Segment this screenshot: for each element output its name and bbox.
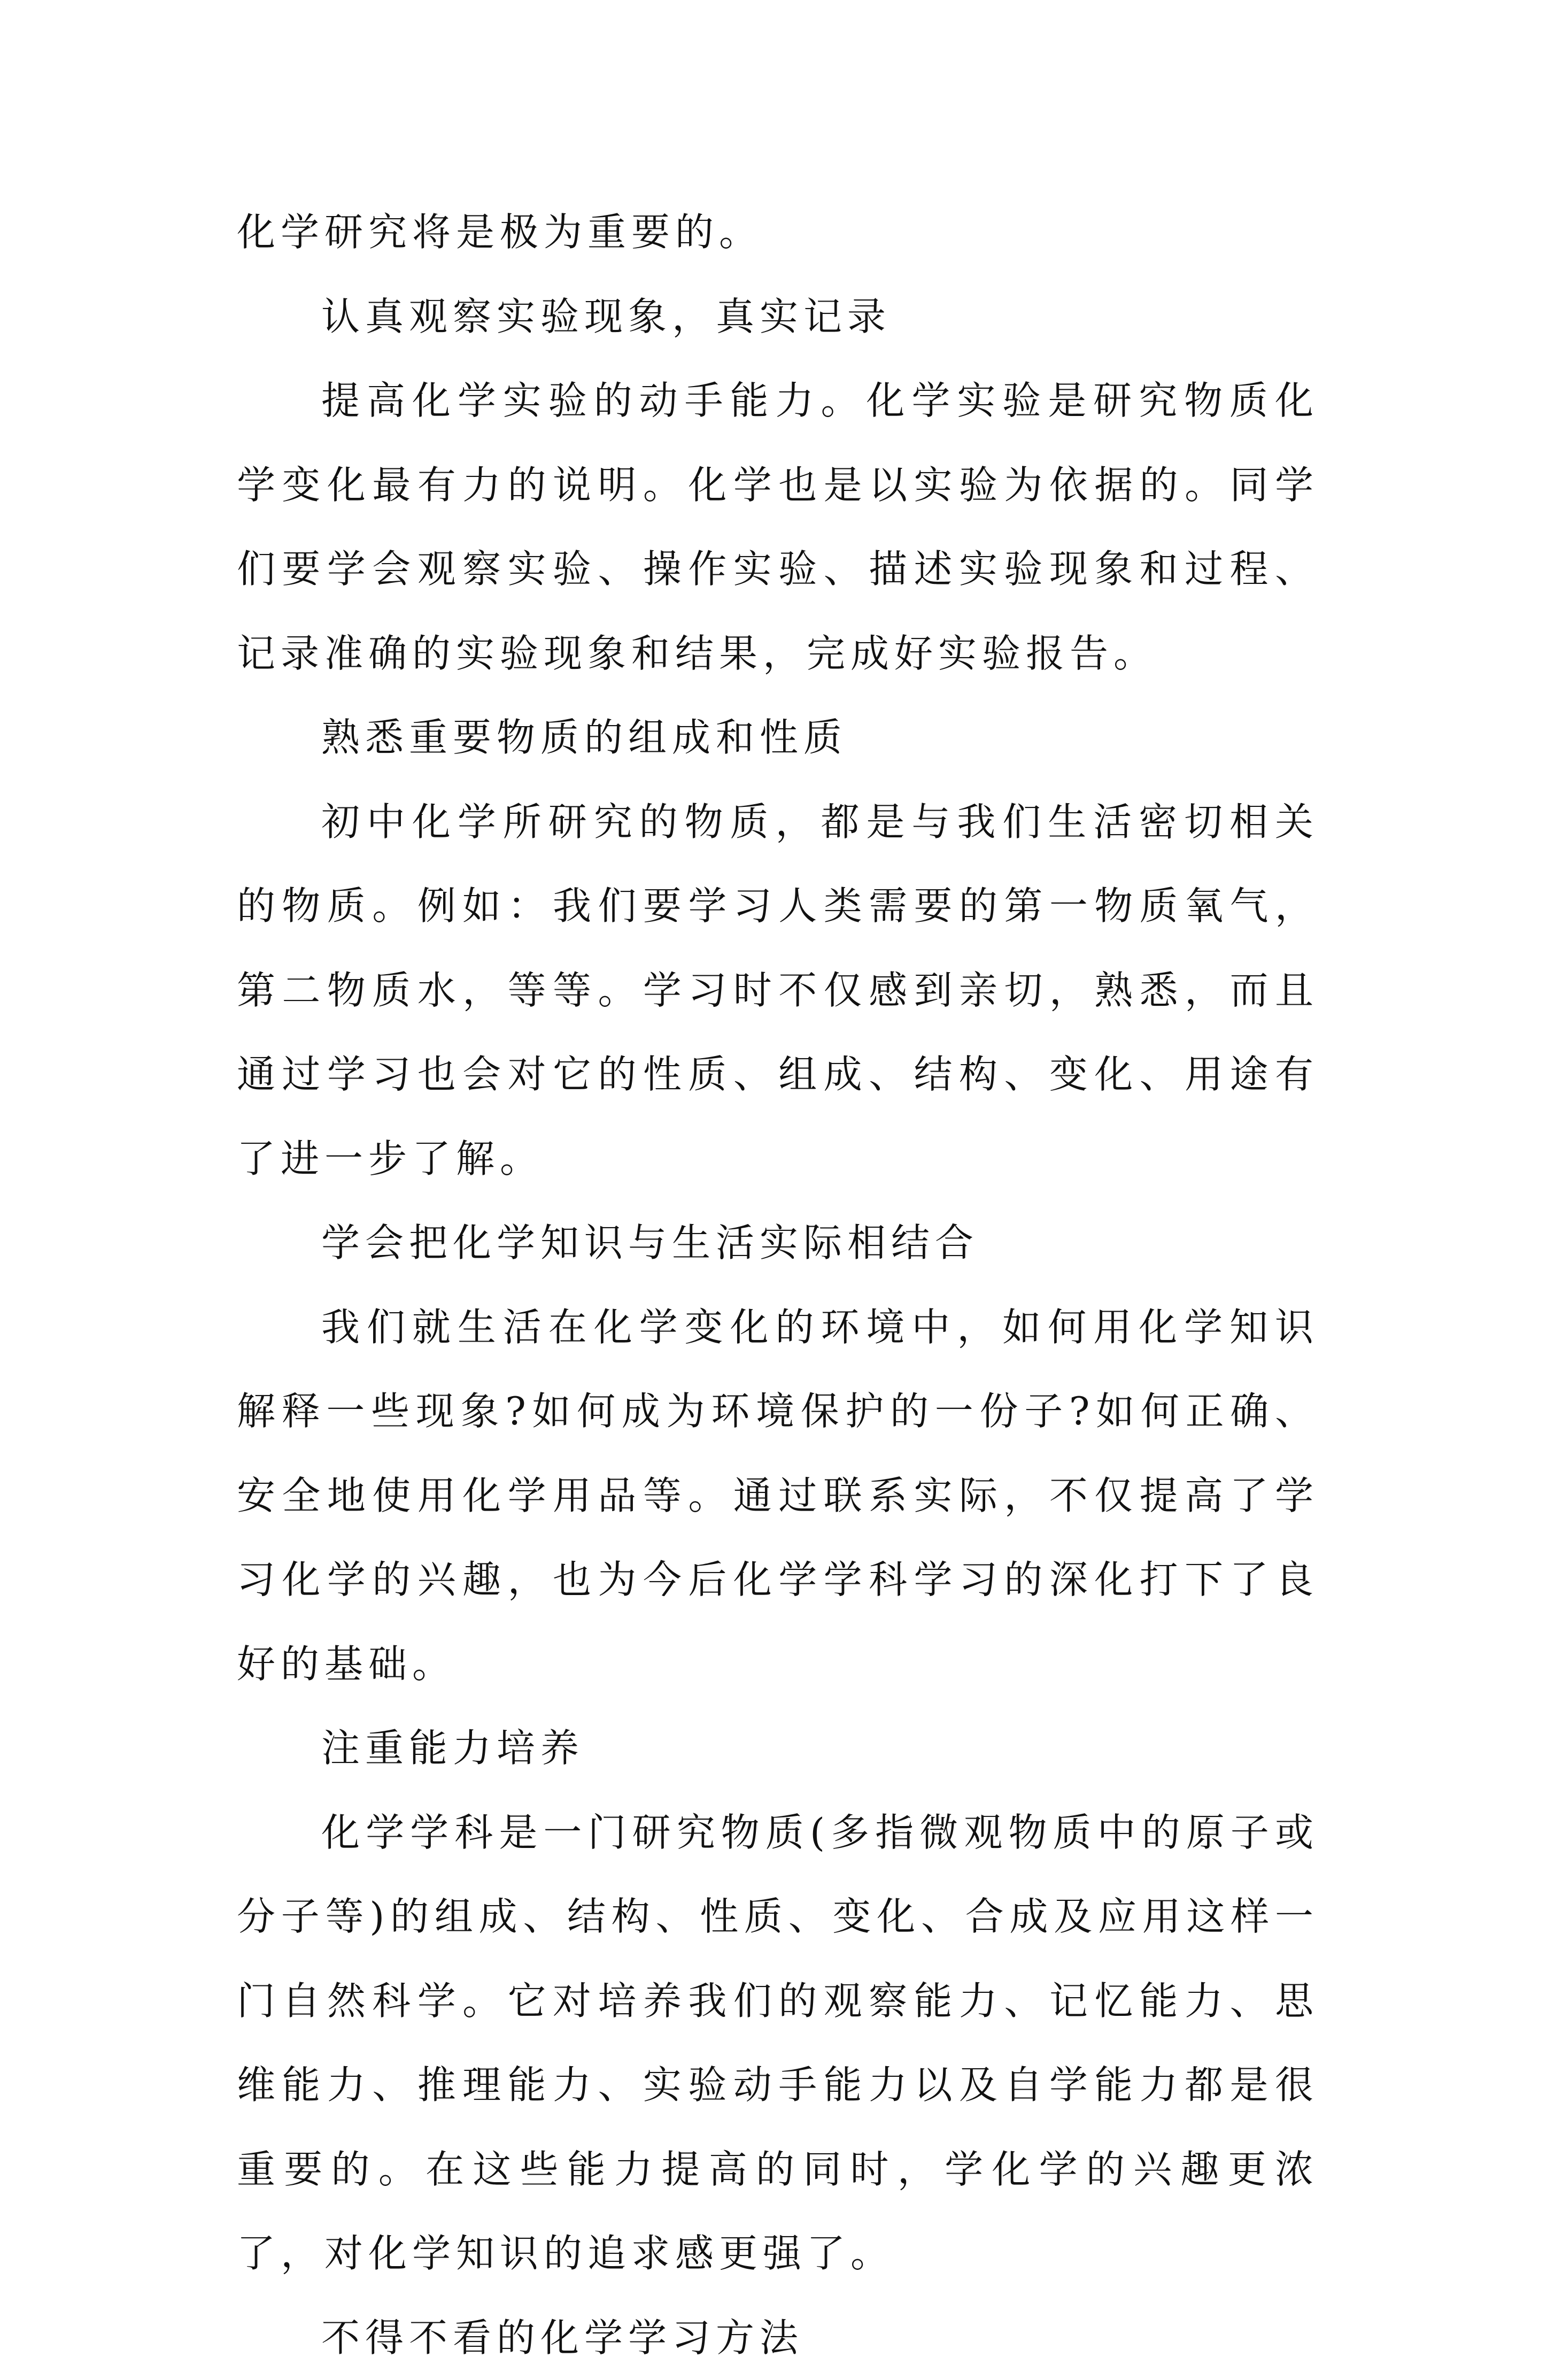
paragraph-substances: 初中化学所研究的物质，都是与我们生活密切相关的物质。例如：我们要学习人类需要的第一物质氧气，第二物质水，等等。学习时不仅感到亲切，熟悉，而且通过学习也会对它的性质、组成、结构、变化、用途有了进一步了解。: [237, 780, 1319, 1201]
document-body: [237, 190, 1319, 2380]
paragraph-experiment-skills: 提高化学实验的动手能力。化学实验是研究物质化学变化最有力的说明。化学也是以实验为依据的。同学们要学会观察实验、操作实验、描述实验现象和过程、记录准确的实验现象和结果，完成好实验报告。: [237, 359, 1319, 696]
section-heading-substances: 熟悉重要物质的组成和性质: [237, 696, 1319, 780]
section-heading-ability: 注重能力培养: [237, 1706, 1319, 1791]
paragraph-ability: 化学学科是一门研究物质(多指微观物质中的原子或分子等)的组成、结构、性质、变化、合成及应用这样一门自然科学。它对培养我们的观察能力、记忆能力、思维能力、推理能力、实验动手能力以及自学能力都是很重要的。在这些能力提高的同时，学化学的兴趣更浓了，对化学知识的追求感更强了。: [237, 1791, 1319, 2296]
paragraph-real-life: 我们就生活在化学变化的环境中，如何用化学知识解释一些现象?如何成为环境保护的一份子?如何正确、安全地使用化学用品等。通过联系实际，不仅提高了学习化学的兴趣，也为今后化学学科学习的深化打下了良好的基础。: [237, 1285, 1319, 1707]
section-heading-real-life: 学会把化学知识与生活实际相结合: [237, 1201, 1319, 1285]
paragraph-continuation: 化学研究将是极为重要的。: [237, 190, 1319, 275]
section-heading-observe-record: 认真观察实验现象，真实记录: [237, 275, 1319, 359]
section-heading-methods: 不得不看的化学学习方法: [237, 2296, 1319, 2380]
